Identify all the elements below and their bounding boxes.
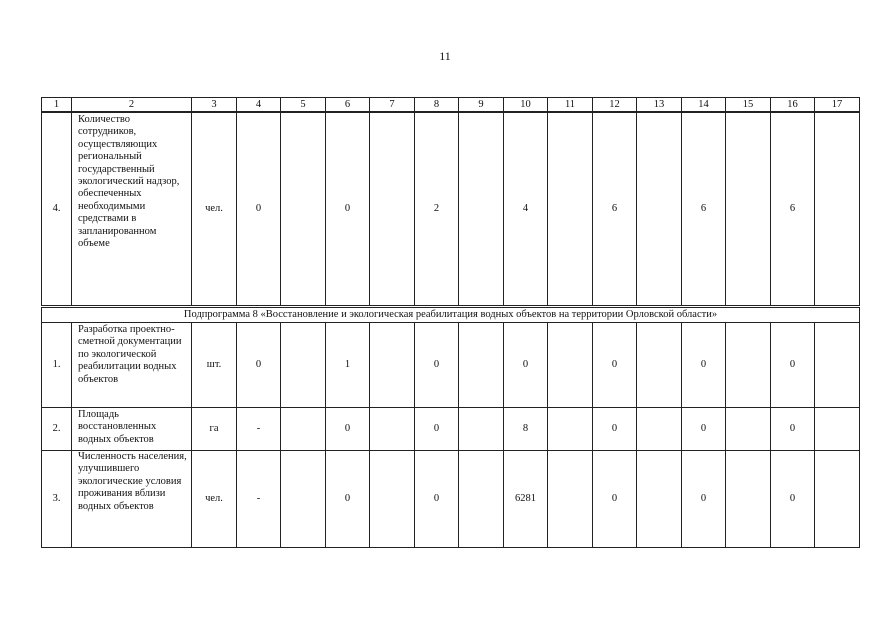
empty-cell [726,451,771,548]
value-cell: - [237,408,281,451]
page-number: 11 [439,49,451,63]
empty-cell [815,451,860,548]
value-cell: 0 [237,323,281,408]
column-header: 1 [42,98,72,113]
value-cell: - [237,451,281,548]
row-number: 1. [42,323,72,408]
empty-cell [637,323,682,408]
empty-cell [370,408,415,451]
column-header: 4 [237,98,281,113]
subprogram-row [42,307,860,323]
empty-cell [548,323,593,408]
empty-cell [281,451,326,548]
value-cell: 6281 [504,451,548,548]
value-cell: 0 [771,323,815,408]
column-header: 16 [771,98,815,113]
value-cell: 0 [326,408,370,451]
empty-cell [726,112,771,307]
value-cell: 6 [771,112,815,307]
column-header: 9 [459,98,504,113]
empty-cell [726,408,771,451]
empty-cell [726,323,771,408]
value-cell: 8 [504,408,548,451]
column-header: 13 [637,98,682,113]
empty-cell [815,112,860,307]
value-cell: 0 [415,451,459,548]
empty-cell [637,408,682,451]
value-cell: 6 [682,112,726,307]
indicator-name: Численность населения, улучшившего экологические условия проживания вблизи водных объектов [72,451,192,548]
value-cell: 0 [771,408,815,451]
empty-cell [637,451,682,548]
value-cell: 1 [326,323,370,408]
empty-cell [281,323,326,408]
column-header: 8 [415,98,459,113]
column-header: 7 [370,98,415,113]
table-row [42,323,860,408]
indicator-name: Количество сотрудников, осуществляющих региональный государственный экологический надзор, обеспеченных необходимыми средствами в запланированном объеме [72,112,192,307]
value-cell: 0 [326,112,370,307]
column-header: 2 [72,98,192,113]
column-number-row [42,98,860,113]
empty-cell [459,112,504,307]
unit-cell: га [192,408,237,451]
column-header: 10 [504,98,548,113]
empty-cell [815,408,860,451]
column-header: 11 [548,98,593,113]
column-header: 17 [815,98,860,113]
empty-cell [637,112,682,307]
value-cell: 0 [415,408,459,451]
subprogram-title: Подпрограмма 8 «Восстановление и экологическая реабилитация водных объектов на территории Орловской области» [42,307,860,323]
empty-cell [370,451,415,548]
empty-cell [459,408,504,451]
empty-cell [370,112,415,307]
indicator-name: Площадь восстановленных водных объектов [72,408,192,451]
column-header: 3 [192,98,237,113]
empty-cell [548,112,593,307]
empty-cell [548,451,593,548]
value-cell: 0 [682,323,726,408]
empty-cell [370,323,415,408]
empty-cell [815,323,860,408]
empty-cell [281,112,326,307]
indicator-name: Разработка проектно-сметной документации по экологической реабилитации водных объектов [72,323,192,408]
value-cell: 0 [771,451,815,548]
row-number: 4. [42,112,72,307]
value-cell: 2 [415,112,459,307]
unit-cell: шт. [192,323,237,408]
value-cell: 0 [682,408,726,451]
value-cell: 0 [593,451,637,548]
row-number: 3. [42,451,72,548]
empty-cell [281,408,326,451]
unit-cell: чел. [192,451,237,548]
value-cell: 6 [593,112,637,307]
column-header: 14 [682,98,726,113]
empty-cell [548,408,593,451]
value-cell: 0 [415,323,459,408]
indicators-table [41,97,860,548]
column-header: 15 [726,98,771,113]
column-header: 6 [326,98,370,113]
empty-cell [459,451,504,548]
value-cell: 0 [237,112,281,307]
column-header: 12 [593,98,637,113]
value-cell: 0 [326,451,370,548]
table-row [42,451,860,548]
value-cell: 4 [504,112,548,307]
value-cell: 0 [593,323,637,408]
row-number: 2. [42,408,72,451]
column-header: 5 [281,98,326,113]
table-row [42,408,860,451]
unit-cell: чел. [192,112,237,307]
value-cell: 0 [504,323,548,408]
value-cell: 0 [593,408,637,451]
empty-cell [459,323,504,408]
value-cell: 0 [682,451,726,548]
table-row [42,112,860,307]
